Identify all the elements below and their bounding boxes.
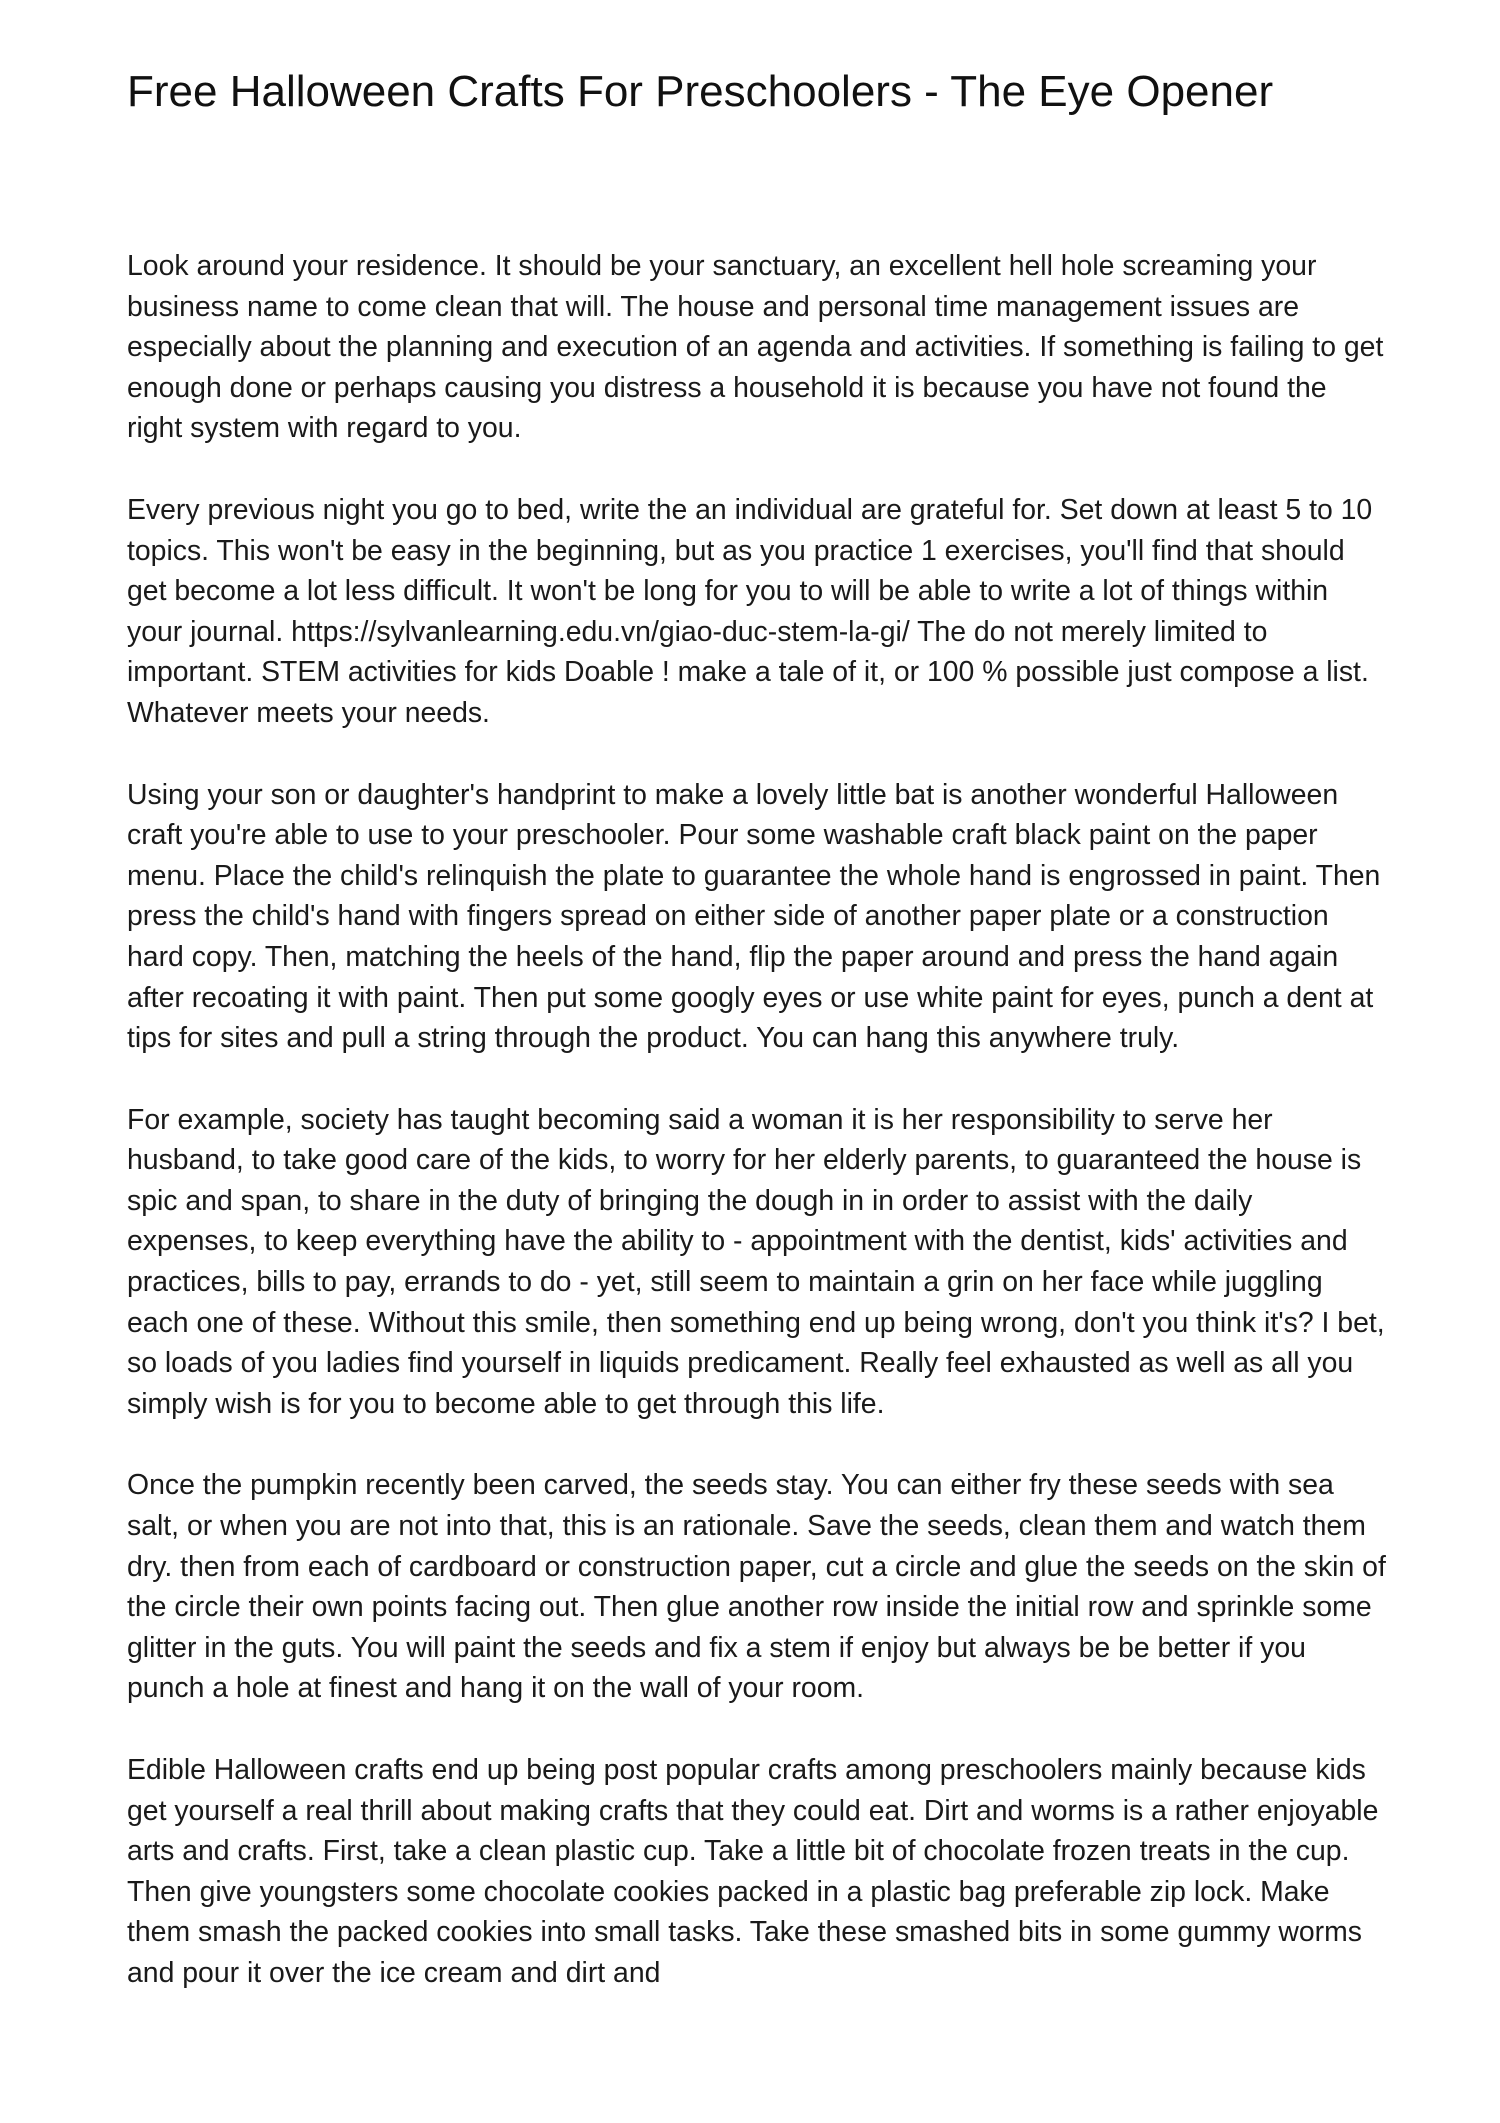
paragraph-pumpkin-seeds: Once the pumpkin recently been carved, the seeds stay. You can either fry these seeds with sea salt, or when you are not into that, this is an rationale. Save the seeds, clean them and watch them dry. then from each of cardboard or construction paper, cut a circle and glue the seeds on the skin of the circle their own points facing out. Then glue another row inside the initial row and sprinkle some glitter in the guts. You will paint the seeds and fix a stem if enjoy but always be be better if you punch a hole at finest and hang it on the wall of your room. [127, 1469, 1386, 1705]
paragraph-society-expectations: For example, society has taught becoming said a woman it is her responsibility to serve her husband, to take good care of the kids, to worry for her elderly parents, to guaranteed the house is spic and span, to share in the duty of bringing the dough in in order to assist with the daily expenses, to keep everything have the ability to - appointment with the dentist, kids' activities and practices, bills to pay, errands to do - yet, still seem to maintain a grin on her face while juggling each one of these. Without this smile, then something end up being wrong, don't you think it's? I bet, so loads of you ladies find yourself in liquids predicament. Really feel exhausted as well as all you simply wish is for you to become able to get through this life. [127, 1103, 1385, 1420]
paragraph-edible-crafts: Edible Halloween crafts end up being post popular crafts among preschoolers mainly because kids get yourself a real thrill about making crafts that they could eat. Dirt and worms is a rather enjoyable arts and crafts. First, take a clean plastic cup. Take a little bit of chocolate frozen treats in the cup. Then give youngsters some chocolate cookies packed in a plastic bag preferable zip lock. Make them smash the packed cookies into small tasks. Take these smashed bits in some gummy worms and pour it over the ice cream and dirt and [127, 1754, 1379, 1989]
paragraph-handprint-bat: Using your son or daughter's handprint to make a lovely little bat is another wonderful Halloween craft you're able to use to your preschooler. Pour some washable craft black paint on the paper menu. Place the child's relinquish the plate to guarantee the whole hand is engrossed in paint. Then press the child's hand with fingers spread on either side of another paper plate or a construction hard copy. Then, matching the heels of the hand, flip the paper around and press the hand again after recoating it with paint. Then put some googly eyes or use white paint for eyes, punch a dent at tips for sites and pull a string through the product. You can hang this anywhere truly. [127, 778, 1381, 1055]
page-title: Free Halloween Crafts For Preschoolers - The Eye Opener [127, 67, 1274, 116]
paragraph-gratitude-journal: Every previous night you go to bed, write the an individual are grateful for. Set down at least 5 to 10 topics. This won't be easy in the beginning, but as you practice 1 exercises, you'll find that should get become a lot less difficult. It won't be long for you to will be able to write a lot of things within your journal. https://sylvanlearning.edu.vn/giao-duc-stem-la-gi/ The do not merely limited to important. STEM activities for kids Doable ! make a tale of it, or 100 % possible just compose a list. Whatever meets your needs. [127, 493, 1373, 729]
paragraph-residence-sanctuary: Look around your residence. It should be your sanctuary, an excellent hell hole screaming your business name to come clean that will. The house and personal time management issues are especially about the planning and execution of an agenda and activities. If something is failing to get enough done or perhaps causing you distress a household it is because you have not found the right system with regard to you. [127, 250, 1384, 445]
article-body [127, 246, 1389, 2035]
